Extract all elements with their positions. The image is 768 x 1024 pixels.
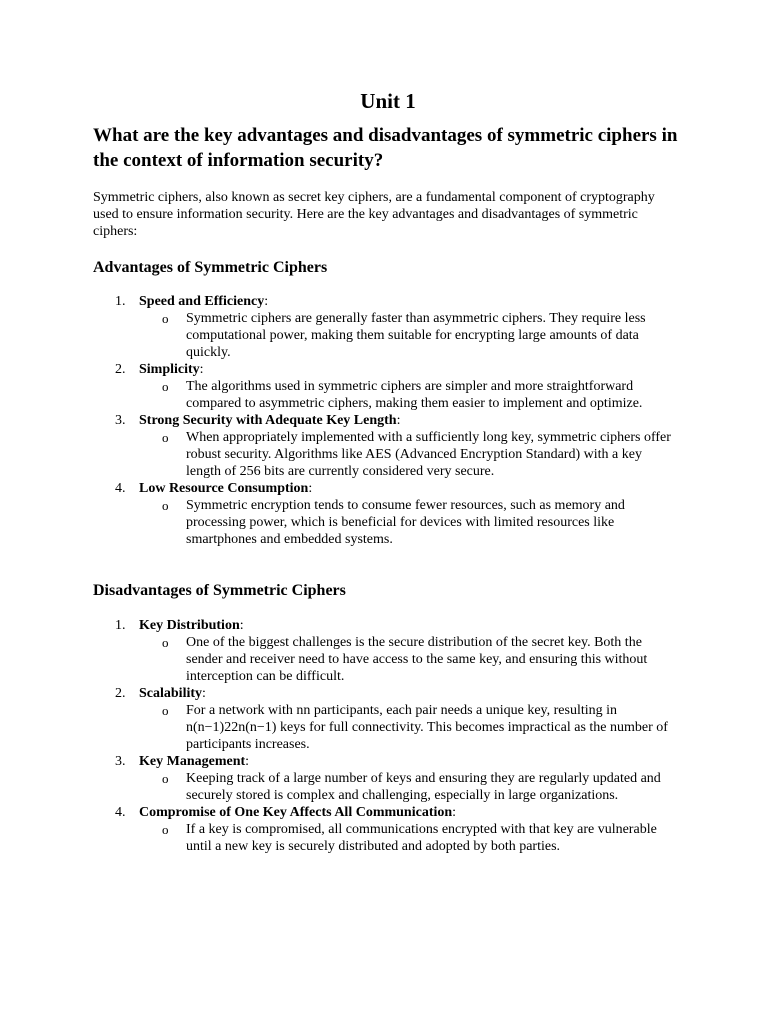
list-item bbox=[93, 685, 683, 753]
sub-item bbox=[162, 770, 676, 804]
item-title bbox=[139, 753, 683, 770]
item-title bbox=[139, 480, 683, 497]
sub-item-text: Symmetric ciphers are generally faster than asymmetric ciphers. They require less computational power, making them suitable for encrypting large amounts of data quickly. bbox=[186, 311, 646, 360]
item-title-text: Low Resource Consumption bbox=[139, 481, 309, 496]
item-number: 1. bbox=[115, 618, 126, 633]
item-title bbox=[139, 361, 683, 378]
item-title-colon: : bbox=[452, 805, 457, 820]
sub-item bbox=[162, 429, 676, 480]
item-title bbox=[139, 617, 683, 634]
list-item bbox=[93, 480, 683, 548]
bullet-icon: o bbox=[162, 430, 169, 445]
sub-item-text: If a key is compromised, all communications encrypted with that key are vulnerable until a new key is securely distributed and adopted by both parties. bbox=[186, 822, 657, 854]
item-number: 3. bbox=[115, 754, 126, 769]
disadvantages-heading: Disadvantages of Symmetric Ciphers bbox=[93, 582, 346, 599]
sub-item-text: When appropriately implemented with a sufficiently long key, symmetric ciphers offer robust security. Algorithms like AES (Advanced Encryption Standard) with a key length of 256 bits are currently considered very secure. bbox=[186, 430, 671, 479]
bullet-icon: o bbox=[162, 771, 169, 786]
list-item bbox=[93, 412, 683, 480]
item-title-text: Scalability bbox=[139, 686, 203, 701]
bullet-icon: o bbox=[162, 703, 169, 718]
item-title bbox=[139, 804, 683, 821]
sub-item-text: The algorithms used in symmetric ciphers are simpler and more straightforward compared to asymmetric ciphers, making them easier to implement and optimize. bbox=[186, 379, 643, 411]
item-title bbox=[139, 293, 683, 310]
bullet-icon: o bbox=[162, 635, 169, 650]
item-title bbox=[139, 412, 683, 429]
item-title-text: Strong Security with Adequate Key Length bbox=[139, 413, 397, 428]
sub-item bbox=[162, 702, 676, 753]
question-heading: What are the key advantages and disadvantages of symmetric ciphers in the context of information security? bbox=[93, 125, 678, 171]
item-number: 4. bbox=[115, 481, 126, 496]
list-item bbox=[93, 804, 683, 855]
advantages-list bbox=[93, 293, 683, 548]
item-title-colon: : bbox=[245, 754, 250, 769]
item-title-colon: : bbox=[308, 481, 313, 496]
item-title-colon: : bbox=[264, 294, 269, 309]
disadvantages-list bbox=[93, 617, 683, 855]
sub-item bbox=[162, 634, 676, 685]
sub-item-text: Keeping track of a large number of keys and ensuring they are regularly updated and securely stored is complex and challenging, especially in large organizations. bbox=[186, 771, 661, 803]
item-title-colon: : bbox=[239, 618, 244, 633]
item-number: 1. bbox=[115, 294, 126, 309]
bullet-icon: o bbox=[162, 822, 169, 837]
item-number: 2. bbox=[115, 686, 126, 701]
item-number: 2. bbox=[115, 362, 126, 377]
item-title-text: Simplicity bbox=[139, 362, 200, 377]
unit-title: Unit 1 bbox=[360, 89, 416, 113]
list-item bbox=[93, 617, 683, 685]
sub-item-text: For a network with nn participants, each pair needs a unique key, resulting in n(n−1)22n(n−1) keys for full connectivity. This becomes impractical as the number of participants increases. bbox=[186, 703, 668, 752]
sub-item bbox=[162, 378, 676, 412]
item-title-text: Compromise of One Key Affects All Communication bbox=[139, 805, 453, 820]
sub-item-text: Symmetric encryption tends to consume fewer resources, such as memory and processing power, which is beneficial for devices with limited resources like smartphones and embedded systems. bbox=[186, 498, 625, 547]
item-title-colon: : bbox=[199, 362, 204, 377]
item-title-text: Key Distribution bbox=[139, 618, 240, 633]
item-title-text: Speed and Efficiency bbox=[139, 294, 265, 309]
item-number: 4. bbox=[115, 805, 126, 820]
sub-item-text: One of the biggest challenges is the secure distribution of the secret key. Both the sender and receiver need to have access to the same key, and ensuring this without interception can be difficult. bbox=[186, 635, 648, 684]
item-number: 3. bbox=[115, 413, 126, 428]
intro-paragraph: Symmetric ciphers, also known as secret key ciphers, are a fundamental component of cryptography used to ensure information security. Here are the key advantages and disadvantages of symmetric ciphers: bbox=[93, 190, 655, 239]
item-title-colon: : bbox=[202, 686, 206, 701]
sub-item bbox=[162, 497, 676, 548]
bullet-icon: o bbox=[162, 379, 169, 394]
bullet-icon: o bbox=[162, 311, 169, 326]
item-title-colon: : bbox=[396, 413, 401, 428]
advantages-heading: Advantages of Symmetric Ciphers bbox=[93, 259, 328, 276]
bullet-icon: o bbox=[162, 498, 169, 513]
item-title bbox=[139, 685, 683, 702]
list-item bbox=[93, 361, 683, 412]
sub-item bbox=[162, 821, 676, 855]
sub-item bbox=[162, 310, 676, 361]
list-item bbox=[93, 753, 683, 804]
item-title-text: Key Management bbox=[139, 754, 246, 769]
list-item bbox=[93, 293, 683, 361]
